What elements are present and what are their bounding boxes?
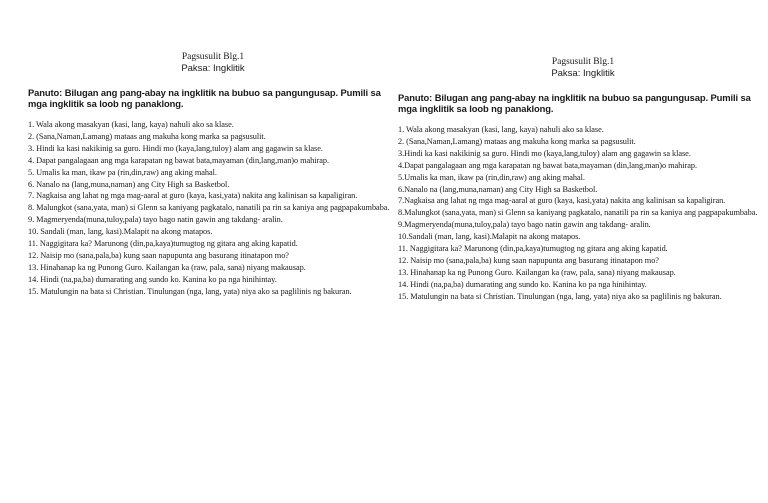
- quiz-header: [28, 52, 398, 74]
- quiz-header: [398, 57, 768, 79]
- question-item: 7.Nagkaisa ang lahat ng mga mag-aaral at guro (kaya, kasi,yata) nakita ang kalinisan sa kapaligiran.: [398, 196, 726, 206]
- quiz-topic: Paksa: Ingklitik: [181, 63, 245, 74]
- quiz-topic: Paksa: Ingklitik: [551, 68, 615, 79]
- question-item: 13. Hinahanap ka ng Punong Guro. Kailangan ka (raw, pala, sana) niyang makausap.: [28, 262, 306, 272]
- question-item: 13. Hinahanap ka ng Punong Guro. Kailangan ka (raw, pala, sana) niyang makausap.: [398, 267, 676, 277]
- question-item: 4. Dapat pangalagaan ang mga karapatan ng bawat bata,mayaman (din,lang,man)o mahirap.: [28, 155, 329, 165]
- question-item: 15. Matulungin na bata si Christian. Tinulungan (nga, lang, yata) niya ako sa paglilinis ng bakuran.: [28, 286, 352, 296]
- quiz-sheet-left: [28, 52, 398, 298]
- instructions: Panuto: Bilugan ang pang-abay na ingklitik na bubuo sa pangungusap. Pumili sa mga ingklitik sa loob ng panaklong.: [28, 87, 381, 109]
- question-item: 3.Hindi ka kasi nakikinig sa guro. Hindi mo (kaya,lang,tuloy) alam ang gagawin sa klase.: [398, 148, 691, 158]
- question-item: 14. Hindi (na,pa,ba) dumarating ang sundo ko. Kanina ko pa nga hinihintay.: [28, 274, 277, 284]
- question-list: [398, 124, 768, 303]
- quiz-sheet-right: [398, 57, 768, 303]
- question-item: 15. Matulungin na bata si Christian. Tinulungan (nga, lang, yata) niya ako sa paglilinis ng bakuran.: [398, 291, 722, 301]
- question-item: 12. Naisip mo (sana,pala,ba) kung saan napupunta ang basurang itinatapon mo?: [398, 255, 659, 265]
- question-item: 9.Magmeryenda(muna,tuloy,pala) tayo bago natin gawin ang takdang- aralin.: [398, 220, 651, 230]
- question-item: 5. Umalis ka man, ikaw pa (rin,din,raw) ang aking mahal.: [28, 167, 217, 177]
- question-item: 3. Hindi ka kasi nakikinig sa guro. Hindi mo (kaya,lang,tuloy) alam ang gagawin sa klase.: [28, 143, 323, 153]
- question-item: 7. Nagkaisa ang lahat ng mga mag-aaral at guro (kaya, kasi,yata) nakita ang kalinisan sa kapaligiran.: [28, 191, 358, 201]
- question-item: 6. Nanalo na (lang,muna,naman) ang City High sa Basketbol.: [28, 179, 230, 189]
- question-item: 8. Malungkot (sana,yata, man) si Glenn sa kaniyang pagkatalo, nanatili pa rin sa kaniya ang pagpapakumbaba.: [28, 203, 390, 213]
- question-item: 11. Naggigitara ka? Marunong (din,pa,kaya)tumugtog ng gitara ang aking kapatid.: [28, 239, 298, 249]
- question-item: 11. Naggigitara ka? Marunong (din,pa,kaya)tumugtog ng gitara ang aking kapatid.: [398, 244, 668, 254]
- instructions: Panuto: Bilugan ang pang-abay na ingklitik na bubuo sa pangungusap. Pumili sa mga ingklitik sa loob ng panaklong.: [398, 92, 751, 114]
- question-item: 6.Nanalo na (lang,muna,naman) ang City High sa Basketbol.: [398, 184, 598, 194]
- question-item: 9. Magmeryenda(muna,tuloy,pala) tayo bago natin gawin ang takdang- aralin.: [28, 215, 283, 225]
- question-list: [28, 119, 398, 298]
- quiz-title: Pagsusulit Blg.1: [181, 52, 245, 62]
- question-item: 8.Malungkot (sana,yata, man) si Glenn sa kaniyang pagkatalo, nanatili pa rin sa kaniya ang pagpapakumbaba.: [398, 208, 758, 218]
- question-item: 12. Naisip mo (sana,pala,ba) kung saan napupunta ang basurang itinatapon mo?: [28, 250, 289, 260]
- question-item: 2. (Sana,Naman,Lamang) mataas ang makuha kong marka sa pagsusulit.: [398, 136, 636, 146]
- quiz-title: Pagsusulit Blg.1: [551, 57, 615, 67]
- question-item: 2. (Sana,Naman,Lamang) mataas ang makuha kong marka sa pagsusulit.: [28, 131, 266, 141]
- question-item: 4.Dapat pangalagaan ang mga karapatan ng bawat bata,mayaman (din,lang,man)o mahirap.: [398, 160, 697, 170]
- question-item: 5.Umalis ka man, ikaw pa (rin,din,raw) ang aking mahal.: [398, 172, 585, 182]
- question-item: 1. Wala akong masakyan (kasi, lang, kaya) nahuli ako sa klase.: [28, 120, 234, 129]
- question-item: 1. Wala akong masakyan (kasi, lang, kaya) nahuli ako sa klase.: [398, 125, 604, 134]
- question-item: 14. Hindi (na,pa,ba) dumarating ang sundo ko. Kanina ko pa nga hinihintay.: [398, 279, 647, 289]
- question-item: 10.Sandali (man, lang, kasi).Malapit na akong matapos.: [398, 232, 581, 242]
- question-item: 10. Sandali (man, lang, kasi).Malapit na akong matapos.: [28, 227, 213, 237]
